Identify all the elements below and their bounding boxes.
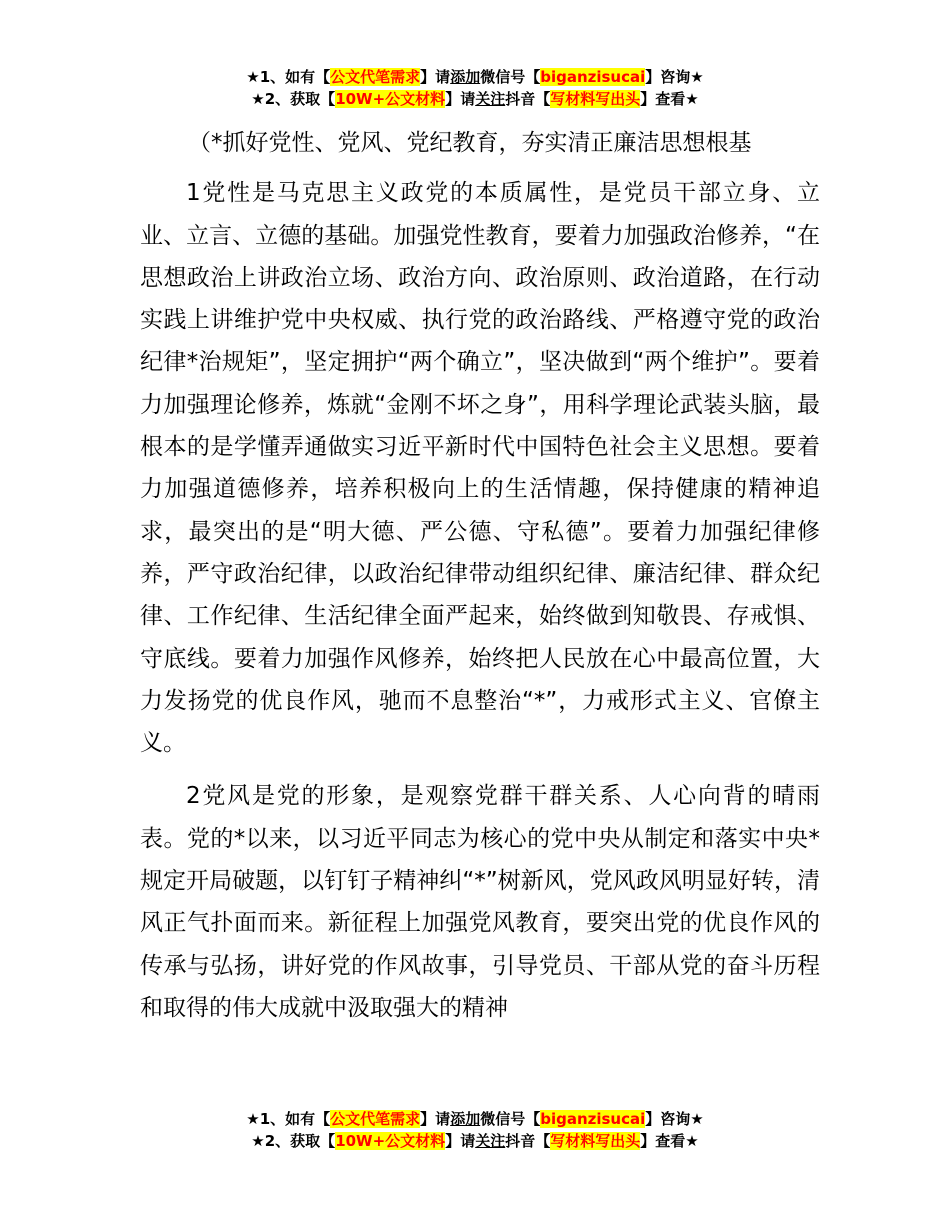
- banner-line-2: [0, 88, 950, 110]
- banner-text: 】咨询★: [645, 1110, 704, 1128]
- banner-highlight: biganzisucai: [540, 1110, 646, 1128]
- banner-line-1: [0, 1108, 950, 1130]
- banner-underline: 关注: [475, 90, 506, 108]
- banner-text: 】请: [445, 1132, 476, 1150]
- banner-highlight: 公文代笔需求: [330, 68, 421, 86]
- banner-text: ★2、获取【: [251, 1132, 336, 1150]
- banner-text: 抖音【: [505, 90, 551, 108]
- banner-text: ★2、获取【: [251, 90, 336, 108]
- banner-underline: 添加: [450, 68, 481, 86]
- banner-text: 】查看★: [640, 90, 699, 108]
- banner-highlight: 10W+公文材料: [335, 90, 446, 108]
- banner-text: 】查看★: [640, 1132, 699, 1150]
- banner-line-2: [0, 1130, 950, 1152]
- paragraph: 1党性是马克思主义政党的本质属性，是党员干部立身、立业、立言、立德的基础。加强党性教育，要着力加强政治修养，“在思想政治上讲政治立场、政治方向、政治原则、政治道路，在行动实践上讲维护党中央权威、执行党的政治路线、严格遵守党的政治纪律*治规矩”，坚定拥护“两个确立”，坚决做到“两个维护”。要着力加强理论修养，炼就“金刚不坏之身”，用科学理论武装头脑，最根本的是学懂弄通做实习近平新时代中国特色社会主义思想。要着力加强道德修养，培养积极向上的生活情趣，保持健康的精神追求，最突出的是“明大德、严公德、守私德”。要着力加强纪律修养，严守政治纪律，以政治纪律带动组织纪律、廉洁纪律、群众纪律、工作纪律、生活纪律全面严起来，始终做到知敬畏、存戒惧、守底线。要着力加强作风修养，始终把人民放在心中最高位置，大力发扬党的优良作风，驰而不息整治“*”，力戒形式主义、官僚主义。: [140, 180, 820, 757]
- footer-banner: [0, 1108, 950, 1152]
- banner-text: 】请: [420, 1110, 451, 1128]
- banner-highlight: biganzisucai: [540, 68, 646, 86]
- header-banner: [0, 66, 950, 110]
- banner-highlight: 10W+公文材料: [335, 1132, 446, 1150]
- banner-underline: 添加: [450, 1110, 481, 1128]
- banner-line-1: [0, 66, 950, 88]
- banner-text: 微信号【: [480, 68, 541, 86]
- banner-text: ★1、如有【: [246, 1110, 331, 1128]
- banner-text: 抖音【: [505, 1132, 551, 1150]
- banner-text: 】请: [445, 90, 476, 108]
- section-heading: （*抓好党性、党风、党纪教育，夯实清正廉洁思想根基: [188, 130, 752, 156]
- banner-text: 微信号【: [480, 1110, 541, 1128]
- banner-text: 】咨询★: [645, 68, 704, 86]
- banner-text: 】请: [420, 68, 451, 86]
- banner-highlight: 写材料写出头: [550, 90, 641, 108]
- banner-highlight: 写材料写出头: [550, 1132, 641, 1150]
- banner-highlight: 公文代笔需求: [330, 1110, 421, 1128]
- banner-underline: 关注: [475, 1132, 506, 1150]
- banner-text: ★1、如有【: [246, 68, 331, 86]
- paragraph: 2党风是党的形象，是观察党群干群关系、人心向背的晴雨表。党的*以来，以习近平同志为核心的党中央从制定和落实中央*规定开局破题，以钉钉子精神纠“*”树新风，党风政风明显好转，清风正气扑面而来。新征程上加强党风教育，要突出党的优良作风的传承与弘扬，讲好党的作风故事，引导党员、干部从党的奋斗历程和取得的伟大成就中汲取强大的精神: [140, 783, 820, 1021]
- document-body: [140, 122, 820, 1029]
